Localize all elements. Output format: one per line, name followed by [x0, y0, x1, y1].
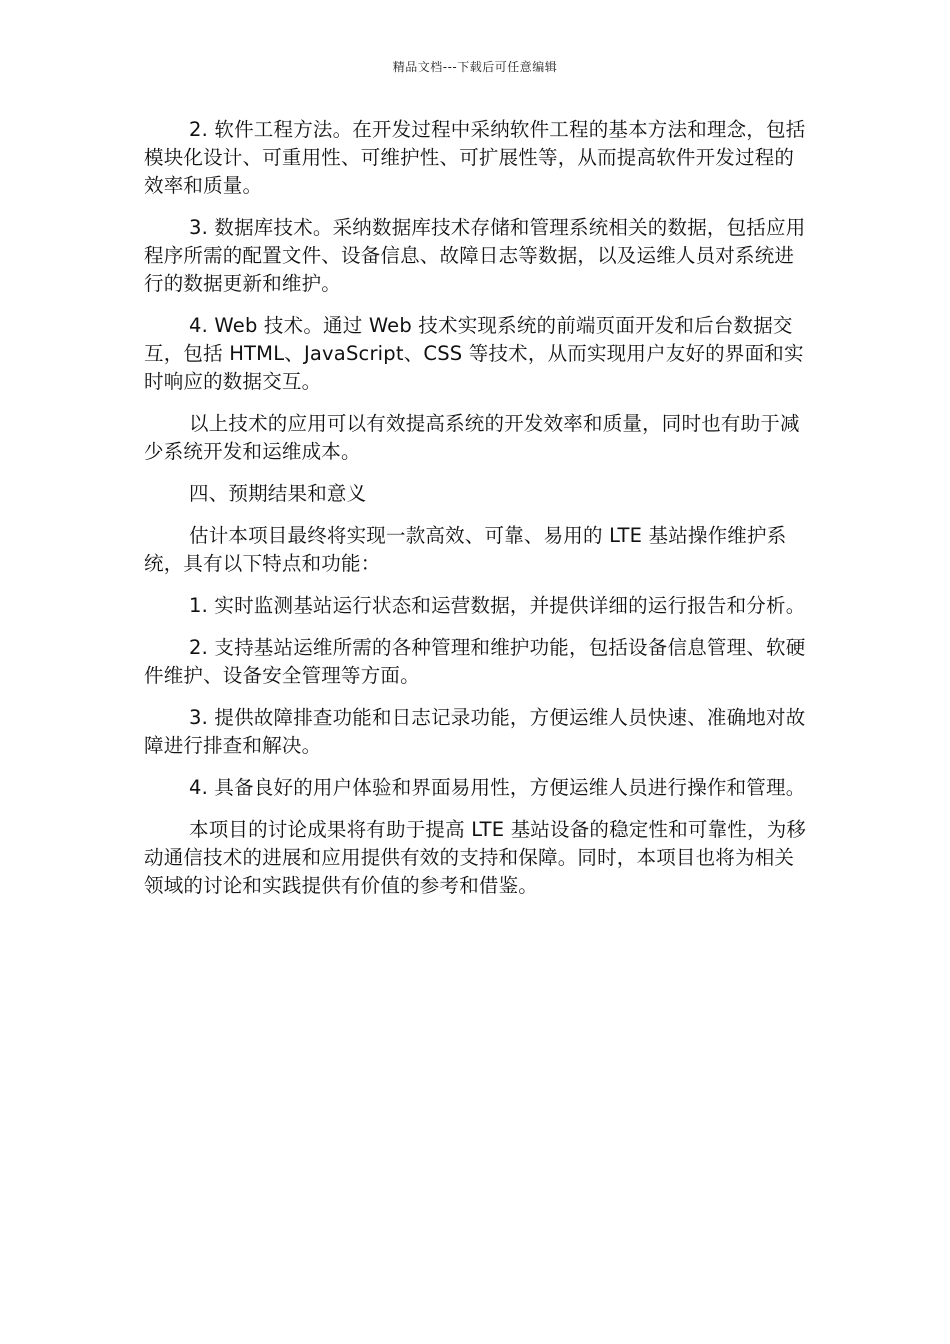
paragraph-web-technology: 4. Web 技术。通过 Web 技术实现系统的前端页面开发和后台数据交互，包括 HTML、JavaScript、CSS 等技术，从而实现用户友好的界面和实时响应的数据交互。 — [144, 314, 804, 393]
section-heading-expected-results: 四、预期结果和意义 — [189, 482, 367, 505]
paragraph-feature-troubleshooting: 3. 提供故障排查功能和日志记录功能，方便运维人员快速、准确地对故障进行排查和解决。 — [144, 706, 806, 757]
paragraph-feature-usability: 4. 具备良好的用户体验和界面易用性，方便运维人员进行操作和管理。 — [189, 776, 806, 799]
paragraph-software-engineering: 2. 软件工程方法。在开发过程中采纳软件工程的基本方法和理念，包括模块化设计、可重用性、可维护性、可扩展性等，从而提高软件开发过程的效率和质量。 — [144, 118, 806, 197]
page-header: 精品文档---下载后可任意编辑 — [392, 60, 558, 74]
paragraph-project-goal: 估计本项目最终将实现一款高效、可靠、易用的 LTE 基站操作维护系统，具有以下特点和功能： — [144, 524, 787, 575]
paragraph-significance: 本项目的讨论成果将有助于提高 LTE 基站设备的稳定性和可靠性，为移动通信技术的进展和应用提供有效的支持和保障。同时，本项目也将为相关领域的讨论和实践提供有价值的参考和借鉴。 — [144, 818, 807, 897]
paragraph-feature-management: 2. 支持基站运维所需的各种管理和维护功能，包括设备信息管理、软硬件维护、设备安全管理等方面。 — [144, 636, 806, 687]
document-body — [144, 116, 808, 914]
paragraph-database-technology: 3. 数据库技术。采纳数据库技术存储和管理系统相关的数据，包括应用程序所需的配置文件、设备信息、故障日志等数据，以及运维人员对系统进行的数据更新和维护。 — [144, 216, 806, 295]
paragraph-technology-summary: 以上技术的应用可以有效提高系统的开发效率和质量，同时也有助于减少系统开发和运维成本。 — [144, 412, 800, 463]
paragraph-feature-monitoring: 1. 实时监测基站运行状态和运营数据，并提供详细的运行报告和分析。 — [189, 594, 806, 617]
